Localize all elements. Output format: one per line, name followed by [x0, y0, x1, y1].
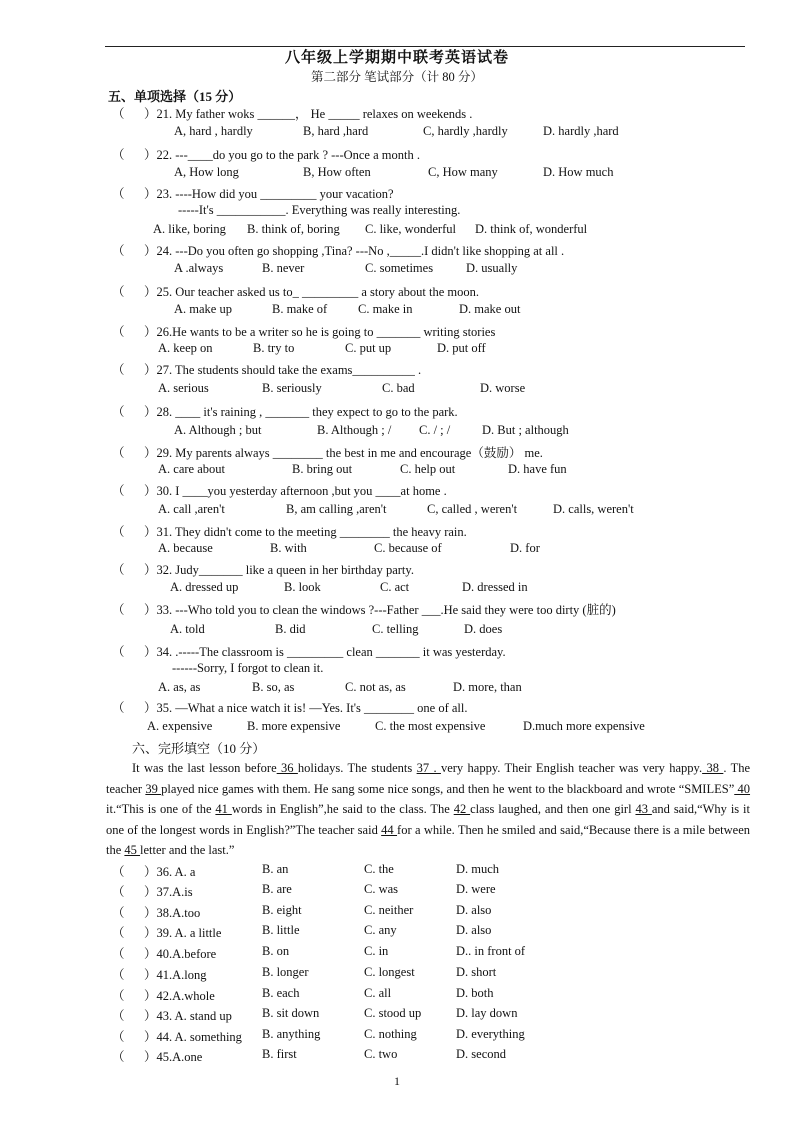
q31-question: ）31. They didn't come to the meeting ________ the heavy rain.	[144, 525, 467, 539]
cloze-39-option-b: B. little	[262, 923, 300, 937]
blank-44: 44	[381, 822, 398, 837]
cloze-41-option-q: ）41.A.long	[144, 968, 207, 982]
answer-paren: （	[112, 989, 125, 1003]
answer-paren: （	[112, 563, 125, 577]
cloze-40-option-q: ）40.A.before	[144, 947, 217, 961]
answer-paren: （	[112, 484, 125, 498]
q33-option-c: C. telling	[372, 622, 419, 636]
section-5-heading: 五、单项选择（15 分）	[108, 89, 242, 104]
q26-option-a: A. keep on	[158, 341, 213, 355]
q32-option-a: A. dressed up	[170, 580, 239, 594]
cloze-37-option-d: D. were	[456, 882, 496, 896]
exam-title: 八年级上学期期中联考英语试卷	[284, 50, 509, 66]
q30-question: ）30. I ____you yesterday afternoon ,but you ____at home .	[144, 484, 447, 498]
q24-option-a: A .always	[174, 261, 224, 275]
q24-option-b: B. never	[262, 261, 305, 275]
q22-option-b: B, How often	[303, 165, 371, 179]
cloze-37-option-c: C. was	[364, 882, 399, 896]
answer-paren: （	[112, 363, 125, 377]
q25-option-b: B. make of	[272, 302, 328, 316]
q34-question: ）34. .-----The classroom is _________ clean _______ it was yesterday.	[144, 645, 506, 659]
q32-question: ）32. Judy_______ like a queen in her birthday party.	[144, 563, 414, 577]
cloze-39-option-q: ）39. A. a little	[144, 926, 222, 940]
q29-option-c: C. help out	[400, 462, 456, 476]
blank-43: 43	[635, 802, 652, 817]
q29-option-d: D. have fun	[508, 462, 567, 476]
q32-option-c: C. act	[380, 580, 410, 594]
q28-option-c: C. / ; /	[419, 423, 451, 437]
cloze-43-option-q: ）43. A. stand up	[144, 1009, 232, 1023]
cloze-43-option-b: B. sit down	[262, 1006, 320, 1020]
blank-38: 38	[702, 761, 724, 775]
cloze-40-option-b: B. on	[262, 944, 290, 958]
q28-option-d: D. But ; although	[482, 423, 569, 437]
q21-option-a: A, hard , hardly	[174, 124, 253, 138]
answer-paren: （	[112, 1009, 125, 1023]
answer-paren: （	[112, 285, 125, 299]
blank-42: 42	[453, 802, 471, 817]
q30-option-c: C, called , weren't	[427, 502, 518, 516]
q35-option-a: A. expensive	[147, 719, 213, 733]
q29-question: ）29. My parents always ________ the best in me and encourage（鼓励） me.	[144, 446, 543, 460]
cloze-45-option-q: ）45.A.one	[144, 1050, 203, 1064]
q22-option-c: C, How many	[428, 165, 498, 179]
q29-option-a: A. care about	[158, 462, 225, 476]
q30-option-d: D. calls, weren't	[553, 502, 634, 516]
q31-option-b: B. with	[270, 541, 307, 555]
cloze-36-option-d: D. much	[456, 862, 500, 876]
q35-question: ）35. —What a nice watch it is! —Yes. It's ________ one of all.	[144, 701, 468, 715]
cloze-43-option-d: D. lay down	[456, 1006, 518, 1020]
blank-36: 36	[276, 761, 298, 775]
answer-paren: （	[112, 865, 125, 879]
cloze-45-option-c: C. two	[364, 1047, 398, 1061]
q21-option-b: B, hard ,hard	[303, 124, 369, 138]
blank-40: 40	[734, 781, 751, 796]
q23-option-c: C. like, wonderful	[365, 222, 456, 236]
q25-option-c: C. make in	[358, 302, 413, 316]
answer-paren: （	[112, 1030, 125, 1044]
cloze-41-option-c: C. longest	[364, 965, 415, 979]
cloze-42-option-d: D. both	[456, 986, 494, 1000]
q24-question: ）24. ---Do you often go shopping ,Tina? ---No ,_____.I didn't like shopping at all .	[144, 244, 565, 258]
cloze-39-option-d: D. also	[456, 923, 492, 937]
q26-option-b: B. try to	[253, 341, 295, 355]
blank-37: 37 .	[416, 761, 441, 775]
cloze-37-option-b: B. are	[262, 882, 292, 896]
answer-paren: （	[112, 906, 125, 920]
q26-question: ）26.He wants to be a writer so he is going to _______ writing stories	[144, 325, 496, 339]
q35-option-d: D.much more expensive	[523, 719, 645, 733]
cloze-38-option-d: D. also	[456, 903, 492, 917]
answer-paren: （	[112, 701, 125, 715]
q22-option-a: A, How long	[174, 165, 239, 179]
q23-line-2: -----It's ___________. Everything was really interesting.	[178, 203, 461, 217]
answer-paren: （	[112, 187, 125, 201]
q26-option-d: D. put off	[437, 341, 486, 355]
q23-option-d: D. think of, wonderful	[475, 222, 588, 236]
q26-option-c: C. put up	[345, 341, 392, 355]
q22-option-d: D. How much	[543, 165, 614, 179]
q35-option-c: C. the most expensive	[375, 719, 486, 733]
q27-option-c: C. bad	[382, 381, 415, 395]
cloze-43-option-c: C. stood up	[364, 1006, 422, 1020]
q21-question: ）21. My father woks ______， He _____ relaxes on weekends .	[144, 107, 473, 121]
q34-option-d: D. more, than	[453, 680, 522, 694]
cloze-36-option-c: C. the	[364, 862, 394, 876]
q27-option-d: D. worse	[480, 381, 526, 395]
cloze-37-option-q: ）37.A.is	[144, 885, 193, 899]
cloze-38-option-c: C. neither	[364, 903, 414, 917]
q34-option-b: B. so, as	[252, 680, 295, 694]
q25-question: ）25. Our teacher asked us to_ _________ a story about the moon.	[144, 285, 480, 299]
answer-paren: （	[112, 244, 125, 258]
answer-paren: （	[112, 947, 125, 961]
cloze-41-option-b: B. longer	[262, 965, 309, 979]
cloze-36-option-q: ）36. A. a	[144, 865, 196, 879]
section-6-heading: 六、完形填空（10 分）	[132, 741, 266, 756]
q33-option-b: B. did	[275, 622, 306, 636]
q34-line-2: ------Sorry, I forgot to clean it.	[172, 661, 324, 675]
blank-45: 45	[124, 843, 141, 858]
cloze-44-option-d: D. everything	[456, 1027, 525, 1041]
q24-option-c: C. sometimes	[365, 261, 434, 275]
cloze-44-option-b: B. anything	[262, 1027, 321, 1041]
answer-paren: （	[112, 645, 125, 659]
q32-option-d: D. dressed in	[462, 580, 528, 594]
q31-option-c: C. because of	[374, 541, 442, 555]
q28-question: ）28. ____ it's raining , _______ they expect to go to the park.	[144, 405, 458, 419]
q33-option-a: A. told	[170, 622, 205, 636]
cloze-36-option-b: B. an	[262, 862, 289, 876]
q34-option-a: A. as, as	[158, 680, 201, 694]
cloze-42-option-c: C. all	[364, 986, 392, 1000]
answer-paren: （	[112, 325, 125, 339]
q33-option-d: D. does	[464, 622, 503, 636]
blank-41: 41	[215, 802, 232, 817]
answer-paren: （	[112, 148, 125, 162]
answer-paren: （	[112, 405, 125, 419]
q31-option-d: D. for	[510, 541, 540, 555]
cloze-40-option-c: C. in	[364, 944, 389, 958]
q32-option-b: B. look	[284, 580, 321, 594]
cloze-40-option-d: D.. in front of	[456, 944, 526, 958]
answer-paren: （	[112, 968, 125, 982]
answer-paren: （	[112, 107, 125, 121]
q22-question: ）22. ---____do you go to the park ? ---Once a month .	[144, 148, 420, 162]
q31-option-a: A. because	[158, 541, 213, 555]
q21-option-d: D. hardly ,hard	[543, 124, 619, 138]
answer-paren: （	[112, 603, 125, 617]
cloze-42-option-q: ）42.A.whole	[144, 989, 215, 1003]
cloze-39-option-c: C. any	[364, 923, 397, 937]
exam-subtitle: 第二部分 笔试部分（计 80 分）	[311, 70, 483, 84]
cloze-passage: It was the last lesson before 36 holidays. The students 37 . very happy. Their English teacher was very happy. 38 . The teacher 39 played nice games with them. He sang some nice songs, and then he went to the blackboard and wrote “SMILES” 40 it.“This is one of the 41 words in English”,he said to the class. The 42 class laughed, and then one girl 43 and said,“Why is it one of the longest words in English?”The teacher said 44 for a while. Then he smiled and said,“Because there is a mile between the 45 letter and the last.”	[106, 761, 751, 858]
cloze-41-option-d: D. short	[456, 965, 497, 979]
answer-paren: （	[112, 525, 125, 539]
cloze-44-option-c: C. nothing	[364, 1027, 417, 1041]
cloze-38-option-q: ）38.A.too	[144, 906, 201, 920]
answer-paren: （	[112, 1050, 125, 1064]
q23-question: ）23. ----How did you _________ your vacation?	[144, 187, 394, 201]
cloze-44-option-q: ）44. A. something	[144, 1030, 242, 1044]
answer-paren: （	[112, 446, 125, 460]
q27-option-b: B. seriously	[262, 381, 322, 395]
q23-option-b: B. think of, boring	[247, 222, 340, 236]
q30-option-b: B, am calling ,aren't	[286, 502, 387, 516]
blank-39: 39	[145, 781, 162, 796]
q25-option-d: D. make out	[459, 302, 521, 316]
page-number: 1	[394, 1074, 400, 1088]
q25-option-a: A. make up	[174, 302, 232, 316]
cloze-38-option-b: B. eight	[262, 903, 302, 917]
q33-question: ）33. ---Who told you to clean the windows ?---Father ___.He said they were too dirty (脏的)	[144, 603, 616, 617]
q23-option-a: A. like, boring	[153, 222, 226, 236]
cloze-45-option-b: B. first	[262, 1047, 297, 1061]
cloze-45-option-d: D. second	[456, 1047, 506, 1061]
cloze-42-option-b: B. each	[262, 986, 300, 1000]
answer-paren: （	[112, 885, 125, 899]
q35-option-b: B. more expensive	[247, 719, 341, 733]
q29-option-b: B. bring out	[292, 462, 353, 476]
q27-question: ）27. The students should take the exams__________ .	[144, 363, 422, 377]
q21-option-c: C, hardly ,hardly	[423, 124, 508, 138]
q28-option-a: A. Although ; but	[174, 423, 262, 437]
answer-paren: （	[112, 926, 125, 940]
q34-option-c: C. not as, as	[345, 680, 406, 694]
q30-option-a: A. call ,aren't	[158, 502, 225, 516]
q24-option-d: D. usually	[466, 261, 518, 275]
q27-option-a: A. serious	[158, 381, 209, 395]
q28-option-b: B. Although ; /	[317, 423, 392, 437]
